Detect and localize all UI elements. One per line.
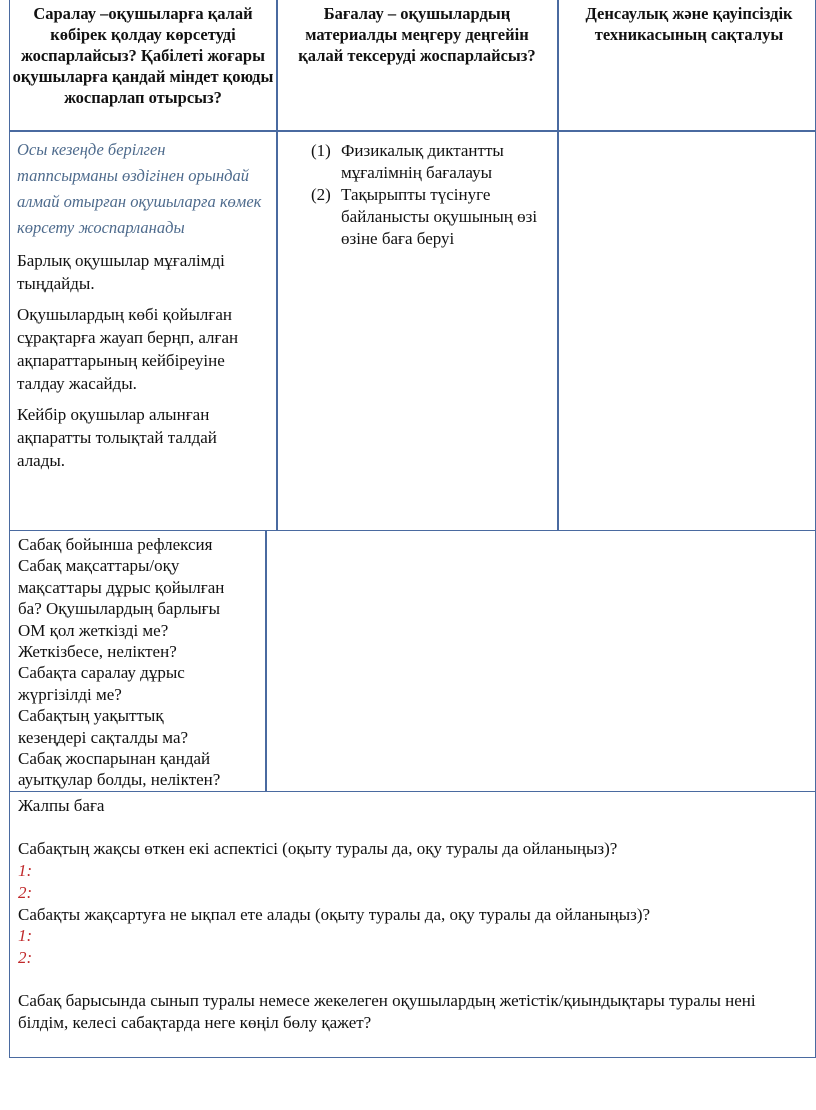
outcome-paragraph: Барлық оқушылар мұғалімді тыңдайды. xyxy=(17,251,225,293)
column-divider-1 xyxy=(276,0,278,531)
reflection-line: Сабақ жоспарынан қандай xyxy=(18,749,211,769)
assessment-cell xyxy=(311,140,551,250)
reflection-line: ба? Оқушылардың барлығы xyxy=(18,599,221,619)
answer-number: 2: xyxy=(18,882,33,902)
list-item xyxy=(311,140,551,184)
overall-cell xyxy=(18,795,808,1034)
reflection-line: Сабақтың уақыттық xyxy=(18,706,164,726)
assessment-list xyxy=(311,140,551,250)
reflection-line: жүргізілді ме? xyxy=(18,684,122,704)
list-item-text: Тақырыпты түсінуге байланысты оқушының өзі өзіне баға беруі xyxy=(341,185,538,248)
list-number: (1) xyxy=(311,141,331,160)
overall-question-2: Сабақты жақсартуға не ықпал ете алады (оқыту туралы да, оқу туралы да ойланыңыз)? xyxy=(18,904,651,924)
answer-number: 1: xyxy=(18,926,33,946)
header-divider xyxy=(9,130,816,132)
reflection-line: Сабақ мақсаттары/оқу xyxy=(18,556,180,576)
column-divider-2 xyxy=(557,0,559,531)
overall-title: Жалпы баға xyxy=(18,796,105,815)
overall-question-3: Сабақ барысында сынып туралы немесе жекелеген оқушылардың жетістік/қиындықтары туралы нені білдім, келесі сабақтарда неге көңіл бөлу қажет? xyxy=(18,991,756,1032)
reflection-line: мақсаттары дұрыс қойылған xyxy=(18,577,225,597)
reflection-line: кезеңдері сақталды ма? xyxy=(18,727,189,747)
reflection-line: Жеткізбесе, неліктен? xyxy=(18,642,177,662)
reflection-line: ОМ қол жеткізді ме? xyxy=(18,620,169,640)
reflection-divider xyxy=(265,531,267,792)
list-item-text: Физикалық диктантты мұғалімнің бағалауы xyxy=(341,141,504,182)
reflection-line: ауытқулар болды, неліктен? xyxy=(18,770,221,790)
answer-number: 1: xyxy=(18,861,33,881)
outcome-paragraph: Оқушылардың көбі қойылған сұрақтарға жауап берңп, алған ақпараттарының кейбіреуіне талдау жасайды. xyxy=(17,305,239,393)
list-item xyxy=(311,184,551,250)
outcome-paragraph: Кейбір оқушылар алынған ақпаратты толықтай талдай алады. xyxy=(17,405,217,470)
answer-number: 2: xyxy=(18,947,33,967)
reflection-title: Сабақ бойынша рефлексия xyxy=(18,535,213,554)
header-assessment: Бағалау – оқушылардың материалды меңгеру деңгейін қалай тексеруді жоспарлайсыз? xyxy=(298,4,536,65)
differentiation-note: Осы кезеңде берілген таппсырманы өздігінен орындай алмай отырған оқушыларға көмек көрсету жоспарланады xyxy=(17,140,262,237)
overall-question-1: Сабақтың жақсы өткен екі аспектісі (оқыту туралы да, оқу туралы да ойланыңыз)? xyxy=(18,839,618,859)
list-number: (2) xyxy=(311,185,331,204)
differentiation-cell xyxy=(17,137,269,472)
reflection-line: Сабақта саралау дұрыс xyxy=(18,663,185,683)
header-differentiation: Саралау –оқушыларға қалай көбірек қолдау көрсетуді жоспарлайсыз? Қабілеті жоғары оқушыларға қандай міндет қоюды жоспарлап отырсыз? xyxy=(12,4,274,107)
reflection-cell xyxy=(18,534,263,791)
header-health-safety: Денсаулық және қауіпсіздік техникасының сақталуы xyxy=(585,4,793,44)
